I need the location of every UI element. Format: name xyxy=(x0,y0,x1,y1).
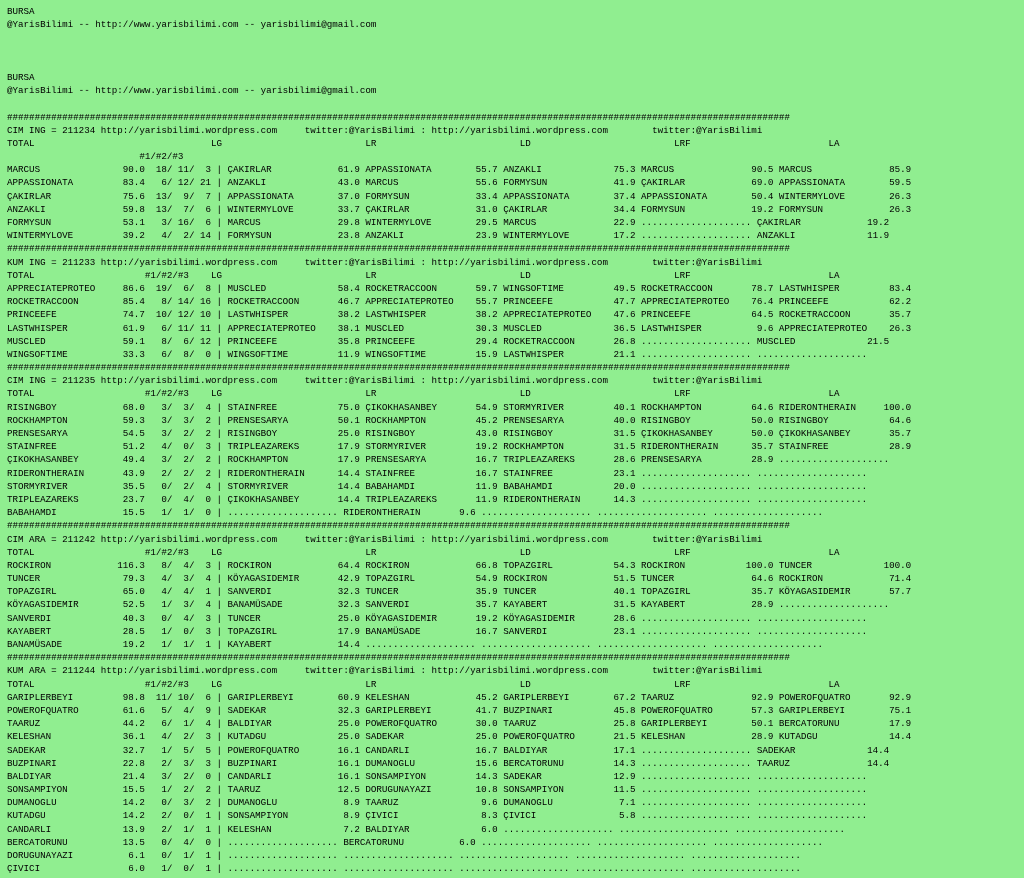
report-line: BABAHAMDI 15.5 1/ 1/ 0 | .................... RIDERONTHERAIN 9.6 .................... .................... .................... xyxy=(7,507,823,519)
report-line: DORUGUNAYAZI 6.1 0/ 1/ 1 | .................... .................... .................... .................... .................... xyxy=(7,850,801,861)
report-line: BURSA xyxy=(7,71,35,83)
report-line: TOPAZGIRL 65.0 4/ 4/ 1 | SANVERDI 32.3 TUNCER 35.9 TUNCER 40.1 TOPAZGIRL 35.7 KÖYAGASIDEMIR 57.7 xyxy=(7,586,912,598)
report-line: TOTAL LG LR LD LRF LA xyxy=(7,137,840,149)
blank-line xyxy=(7,31,1024,44)
report-line: ROCKHAMPTON 59.3 3/ 3/ 2 | PRENSESARYA 50.1 ROCKHAMPTON 45.2 PRENSESARYA 40.0 RISINGBOY 50.0 RISINGBOY 64.6 xyxy=(7,414,912,426)
report-line: POWEROFQUATRO 61.6 5/ 4/ 9 | SADEKAR 32.3 GARIPLERBEYI 41.7 BUZPINARI 45.8 POWEROFQUATRO 57.3 GARIPLERBEYI 75.1 xyxy=(7,704,912,716)
report-line: #1/#2/#3 xyxy=(7,151,184,163)
report-line: CIM ING = 211234 http://yarisbilimi.wordpress.com twitter:@YarisBilimi : http://yarisbilimi.wordpress.com twitter:@YarisBilimi xyxy=(7,124,763,136)
report-line: RISINGBOY 68.0 3/ 3/ 4 | STAINFREE 75.0 ÇIKOKHASANBEY 54.9 STORMYRIVER 40.1 ROCKHAMPTON 64.6 RIDERONTHERAIN 100.0 xyxy=(7,401,912,413)
report-line: MARCUS 90.0 18/ 11/ 3 | ÇAKIRLAR 61.9 APPASSIONATA 55.7 ANZAKLI 75.3 MARCUS 90.5 MARCUS 85.9 xyxy=(7,164,912,176)
report-line: BERCATORUNU 13.5 0/ 4/ 0 | .................... BERCATORUNU 6.0 .................... .................... .................... xyxy=(7,836,823,848)
report-line: TOTAL #1/#2/#3 LG LR LD LRF LA xyxy=(7,678,840,690)
report-line: ANZAKLI 59.8 13/ 7/ 6 | WINTERMYLOVE 33.7 ÇAKIRLAR 31.0 ÇAKIRLAR 34.4 FORMYSUN 19.2 FORMYSUN 26.3 xyxy=(7,203,912,215)
separator-line: ############################################################################################################################################## xyxy=(7,362,790,374)
report-line: BURSA xyxy=(7,6,35,17)
report-line: ÇIVICI 6.0 1/ 0/ 1 | .................... .................... .................... .................... .................... xyxy=(7,863,801,875)
report-line: SADEKAR 32.7 1/ 5/ 5 | POWEROFQUATRO 16.1 CANDARLI 16.7 BALDIYAR 17.1 .................... SADEKAR 14.4 xyxy=(7,744,890,756)
separator-line: ############################################################################################################################################## xyxy=(7,520,790,532)
report-line: GARIPLERBEYI 98.8 11/ 10/ 6 | GARIPLERBEYI 60.9 KELESHAN 45.2 GARIPLERBEYI 67.2 TAARUZ 92.9 POWEROFQUATRO 92.9 xyxy=(7,691,912,703)
report-line: STAINFREE 51.2 4/ 0/ 3 | TRIPLEAZAREKS 17.9 STORMYRIVER 19.2 ROCKHAMPTON 31.5 RIDERONTHERAIN 35.7 STAINFREE 28.9 xyxy=(7,441,912,453)
report-line: WINGSOFTIME 33.3 6/ 8/ 0 | WINGSOFTIME 11.9 WINGSOFTIME 15.9 LASTWHISPER 21.1 .................... .................... xyxy=(7,348,868,360)
report-line: ÇIKOKHASANBEY 49.4 3/ 2/ 2 | ROCKHAMPTON 17.9 PRENSESARYA 16.7 TRIPLEAZAREKS 28.6 PRENSESARYA 28.9 .................... xyxy=(7,454,890,466)
report-line: APPRECIATEPROTEO 86.6 19/ 6/ 8 | MUSCLED 58.4 ROCKETRACCOON 59.7 WINGSOFTIME 49.5 ROCKETRACCOON 78.7 LASTWHISPER 83.4 xyxy=(7,282,912,294)
report-line: WINTERMYLOVE 39.2 4/ 2/ 14 | FORMYSUN 23.8 ANZAKLI 23.9 WINTERMYLOVE 17.2 .................... ANZAKLI 11.9 xyxy=(7,230,890,242)
report-line: ROCKIRON 116.3 8/ 4/ 3 | ROCKIRON 64.4 ROCKIRON 66.8 TOPAZGIRL 54.3 ROCKIRON 100.0 TUNCER 100.0 xyxy=(7,559,912,571)
report-line: PRENSESARYA 54.5 3/ 2/ 2 | RISINGBOY 25.0 RISINGBOY 43.0 RISINGBOY 31.5 ÇIKOKHASANBEY 50.0 ÇIKOKHASANBEY 35.7 xyxy=(7,428,912,439)
report-line: ROCKETRACCOON 85.4 8/ 14/ 16 | ROCKETRACCOON 46.7 APPRECIATEPROTEO 55.7 PRINCEEFE 47.7 APPRECIATEPROTEO 76.4 PRINCEEFE 62.2 xyxy=(7,296,912,308)
report-line: CANDARLI 13.9 2/ 1/ 1 | KELESHAN 7.2 BALDIYAR 6.0 .................... .................... .................... xyxy=(7,823,846,835)
report-line: KÖYAGASIDEMIR 52.5 1/ 3/ 4 | BANAMÜSADE 32.3 SANVERDI 35.7 KAYABERT 31.5 KAYABERT 28.9 .................... xyxy=(7,599,890,611)
report-line: CIM ARA = 211242 http://yarisbilimi.wordpress.com twitter:@YarisBilimi : http://yarisbilimi.wordpress.com twitter:@YarisBilimi xyxy=(7,533,763,545)
report-line: TUNCER 79.3 4/ 3/ 4 | KÖYAGASIDEMIR 42.9 TOPAZGIRL 54.9 ROCKIRON 51.5 TUNCER 64.6 ROCKIRON 71.4 xyxy=(7,573,912,585)
report-line: TRIPLEAZAREKS 23.7 0/ 4/ 0 | ÇIKOKHASANBEY 14.4 TRIPLEAZAREKS 11.9 RIDERONTHERAIN 14.3 .................... .................... xyxy=(7,493,868,505)
report-line: PRINCEEFE 74.7 10/ 12/ 10 | LASTWHISPER 38.2 LASTWHISPER 38.2 APPRECIATEPROTEO 47.6 PRINCEEFE 64.5 ROCKETRACCOON 35.7 xyxy=(7,309,912,321)
separator-line: ############################################################################################################################################## xyxy=(7,652,790,664)
report-line: CIM ING = 211235 http://yarisbilimi.wordpress.com twitter:@YarisBilimi : http://yarisbilimi.wordpress.com twitter:@YarisBilimi xyxy=(7,375,763,387)
report-line: RIDERONTHERAIN 43.9 2/ 2/ 2 | RIDERONTHERAIN 14.4 STAINFREE 16.7 STAINFREE 23.1 .................... .................... xyxy=(7,467,868,479)
report-line: @YarisBilimi -- http://www.yarisbilimi.com -- yarisbilimi@gmail.com xyxy=(7,19,377,31)
report-line: @YarisBilimi -- http://www.yarisbilimi.com -- yarisbilimi@gmail.com xyxy=(7,85,377,97)
report-line: BALDIYAR 21.4 3/ 2/ 0 | CANDARLI 16.1 SONSAMPIYON 14.3 SADEKAR 12.9 .................... .................... xyxy=(7,770,868,782)
report-line: TOTAL #1/#2/#3 LG LR LD LRF LA xyxy=(7,269,840,281)
separator-line: ############################################################################################################################################## xyxy=(7,111,790,123)
report-line: KAYABERT 28.5 1/ 0/ 3 | TOPAZGIRL 17.9 BANAMÜSADE 16.7 SANVERDI 23.1 .................... .................... xyxy=(7,625,868,637)
report-line: KELESHAN 36.1 4/ 2/ 3 | KUTADGU 25.0 SADEKAR 25.0 POWEROFQUATRO 21.5 KELESHAN 28.9 KUTADGU 14.4 xyxy=(7,731,912,743)
report-line: DUMANOGLU 14.2 0/ 3/ 2 | DUMANOGLU 8.9 TAARUZ 9.6 DUMANOGLU 7.1 .................... .................... xyxy=(7,797,868,809)
blank-line xyxy=(7,45,1024,58)
report-line: BANAMÜSADE 19.2 1/ 1/ 1 | KAYABERT 14.4 .................... .................... .................... .................... xyxy=(7,639,823,650)
blank-line xyxy=(7,97,1024,110)
report-line: KUM ING = 211233 http://yarisbilimi.wordpress.com twitter:@YarisBilimi : http://yarisbilimi.wordpress.com twitter:@YarisBilimi xyxy=(7,256,763,268)
report-line: KUM ARA = 211244 http://yarisbilimi.wordpress.com twitter:@YarisBilimi : http://yarisbilimi.wordpress.com twitter:@YarisBilimi xyxy=(7,665,763,677)
report-line: APPASSIONATA 83.4 6/ 12/ 21 | ANZAKLI 43.0 MARCUS 55.6 FORMYSUN 41.9 ÇAKIRLAR 69.0 APPASSIONATA 59.5 xyxy=(7,177,912,189)
separator-line: ############################################################################################################################################## xyxy=(7,243,790,255)
report-line: TOTAL #1/#2/#3 LG LR LD LRF LA xyxy=(7,546,840,558)
report-line: ÇAKIRLAR 75.6 13/ 9/ 7 | APPASSIONATA 37.0 FORMYSUN 33.4 APPASSIONATA 37.4 APPASSIONATA 50.4 WINTERMYLOVE 26.3 xyxy=(7,190,912,202)
report-line: LASTWHISPER 61.9 6/ 11/ 11 | APPRECIATEPROTEO 38.1 MUSCLED 30.3 MUSCLED 36.5 LASTWHISPER 9.6 APPRECIATEPROTEO 26.3 xyxy=(7,322,912,334)
report-line: TAARUZ 44.2 6/ 1/ 4 | BALDIYAR 25.0 POWEROFQUATRO 30.0 TAARUZ 25.8 GARIPLERBEYI 50.1 BERCATORUNU 17.9 xyxy=(7,718,912,730)
report-line: MUSCLED 59.1 8/ 6/ 12 | PRINCEEFE 35.8 PRINCEEFE 29.4 ROCKETRACCOON 26.8 .................... MUSCLED 21.5 xyxy=(7,335,890,347)
report-line: BUZPINARI 22.8 2/ 3/ 3 | BUZPINARI 16.1 DUMANOGLU 15.6 BERCATORUNU 14.3 .................... TAARUZ 14.4 xyxy=(7,757,890,769)
blank-line xyxy=(7,58,1024,71)
report-line: KUTADGU 14.2 2/ 0/ 1 | SONSAMPIYON 8.9 ÇIVICI 8.3 ÇIVICI 5.8 .................... .................... xyxy=(7,810,868,822)
report-line: TOTAL #1/#2/#3 LG LR LD LRF LA xyxy=(7,388,840,400)
report-line: STORMYRIVER 35.5 0/ 2/ 4 | STORMYRIVER 14.4 BABAHAMDI 11.9 BABAHAMDI 20.0 .................... .................... xyxy=(7,480,868,492)
report-line: FORMYSUN 53.1 3/ 16/ 6 | MARCUS 29.8 WINTERMYLOVE 29.5 MARCUS 22.9 .................... ÇAKIRLAR 19.2 xyxy=(7,217,890,228)
report-line: SANVERDI 40.3 0/ 4/ 3 | TUNCER 25.0 KÖYAGASIDEMIR 19.2 KÖYAGASIDEMIR 28.6 .................... .................... xyxy=(7,612,868,624)
report-line: SONSAMPIYON 15.5 1/ 2/ 2 | TAARUZ 12.5 DORUGUNAYAZI 10.8 SONSAMPIYON 11.5 .................... .................... xyxy=(7,784,868,796)
